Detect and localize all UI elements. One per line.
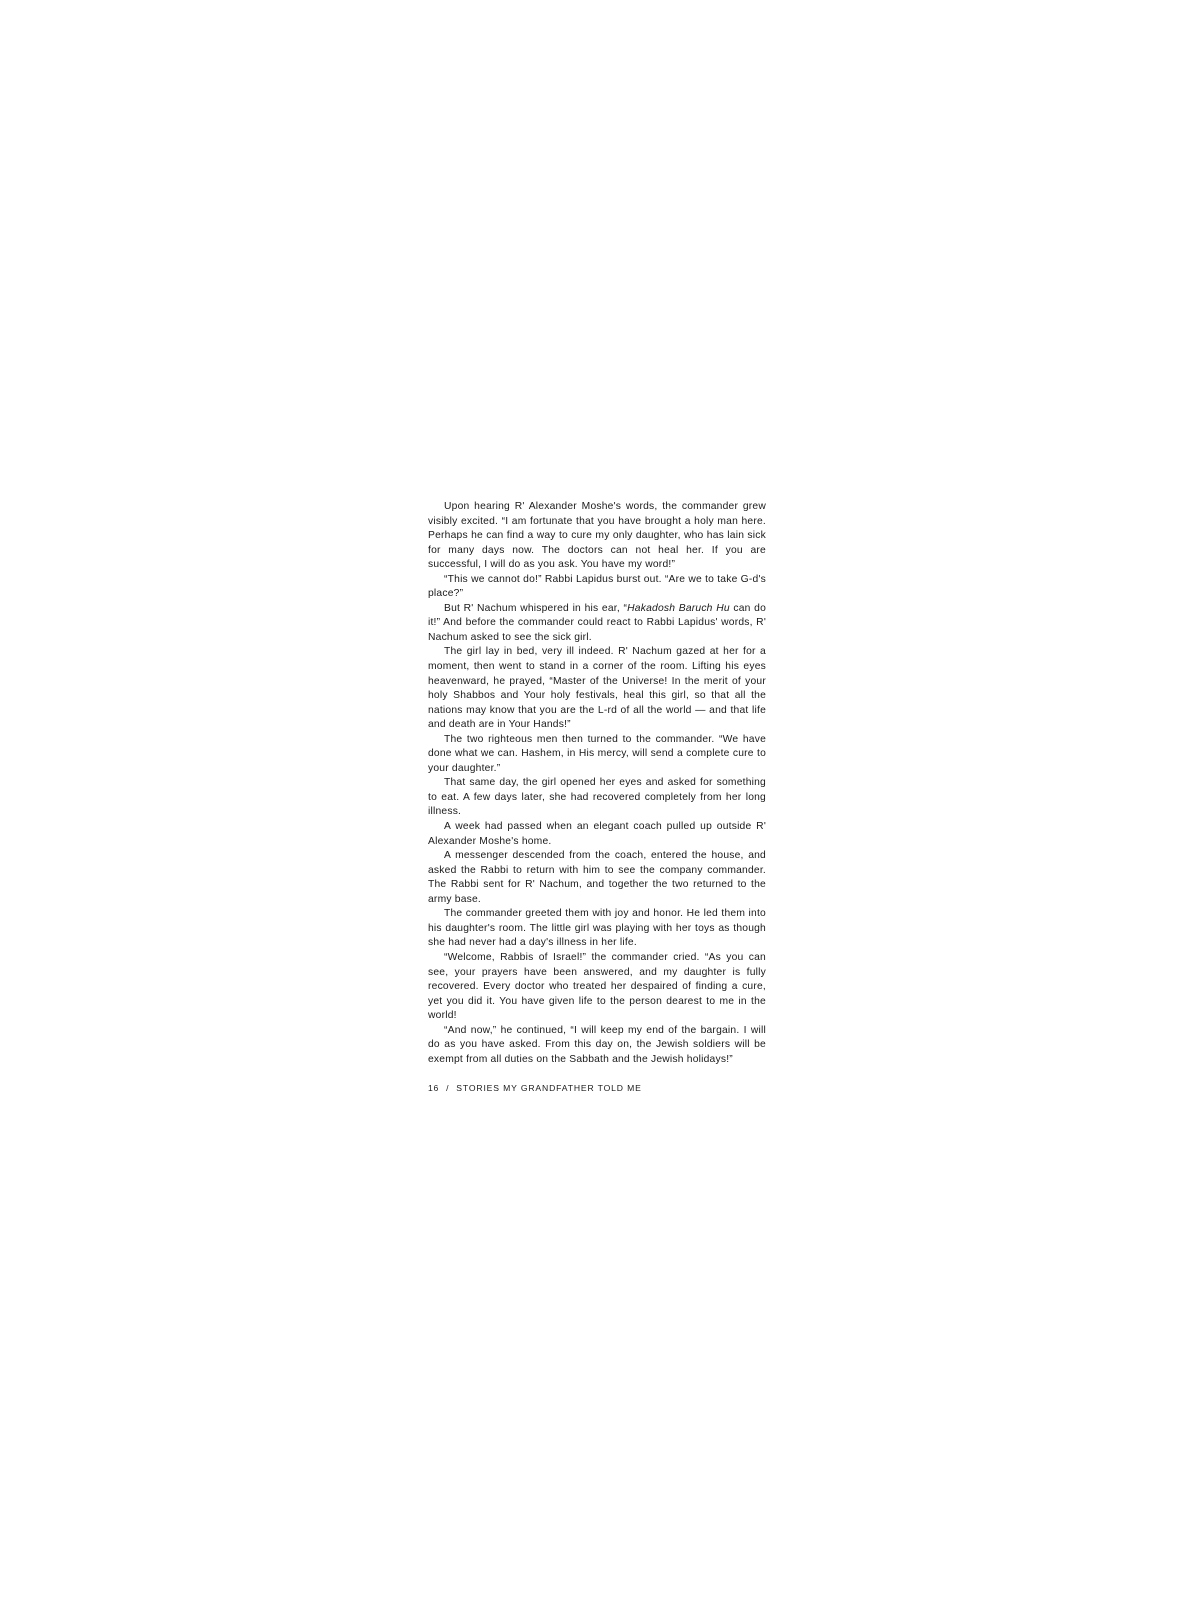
paragraph: A messenger descended from the coach, entered the house, and asked the Rabbi to return with him to see the company commander. The Rabbi sent for R' Nachum, and together the two returned to the army base. xyxy=(428,850,766,905)
paragraph: The girl lay in bed, very ill indeed. R' Nachum gazed at her for a moment, then went to stand in a corner of the room. Lifting his eyes heavenward, he prayed, “Master of the Universe! In the merit of your holy Shabbos and Your holy festivals, heal this girl, so that all the nations may know that you are the L-rd of all the world — and that life and death are in Your Hands!” xyxy=(428,646,766,731)
paragraph: The two righteous men then turned to the commander. “We have done what we can. Hashem, in His mercy, will send a complete cure to your daughter.” xyxy=(428,733,766,774)
footer-separator: / xyxy=(446,1083,450,1093)
paragraph-segment: can do it!” And before the commander could react to Rabbi Lapidus' words, R' Nachum asked to see the sick girl. xyxy=(428,602,767,643)
italic-phrase: Hakadosh Baruch Hu xyxy=(627,602,730,614)
paragraph: “Welcome, Rabbis of Israel!” the commander cried. “As you can see, your prayers have been answered, and my daughter is fully recovered. Every doctor who treated her despaired of finding a cure, yet you did it. You have given life to the person dearest to me in the world! xyxy=(428,951,766,1022)
paragraph: The commander greeted them with joy and honor. He led them into his daughter's room. The little girl was playing with her toys as though she had never had a day's illness in her life. xyxy=(428,908,766,949)
page-number: 16 xyxy=(428,1083,440,1093)
running-title: STORIES MY GRANDFATHER TOLD ME xyxy=(456,1083,642,1093)
paragraph-segment: But R' Nachum whispered in his ear, “ xyxy=(444,602,628,614)
paragraph: “And now,” he continued, “I will keep my end of the bargain. I will do as you have asked. From this day on, the Jewish soldiers will be exempt from all duties on the Sabbath and the Jewish holidays!” xyxy=(428,1024,766,1065)
paragraph: A week had passed when an elegant coach pulled up outside R' Alexander Moshe's home. xyxy=(428,821,766,847)
paragraph: “This we cannot do!” Rabbi Lapidus burst out. “Are we to take G-d's place?” xyxy=(428,573,766,600)
page-footer xyxy=(428,1083,828,1093)
body-text-column xyxy=(428,500,766,1067)
paragraph-with-italic xyxy=(428,602,766,646)
paragraph: That same day, the girl opened her eyes and asked for something to eat. A few days later, she had recovered completely from her long illness. xyxy=(428,777,766,818)
paragraph: Upon hearing R' Alexander Moshe's words, the commander grew visibly excited. “I am fortunate that you have brought a holy man here. Perhaps he can find a way to cure my only daughter, who has lain sick for many days now. The doctors can not heal her. If you are successful, I will do as you ask. You have my word!” xyxy=(428,501,766,571)
